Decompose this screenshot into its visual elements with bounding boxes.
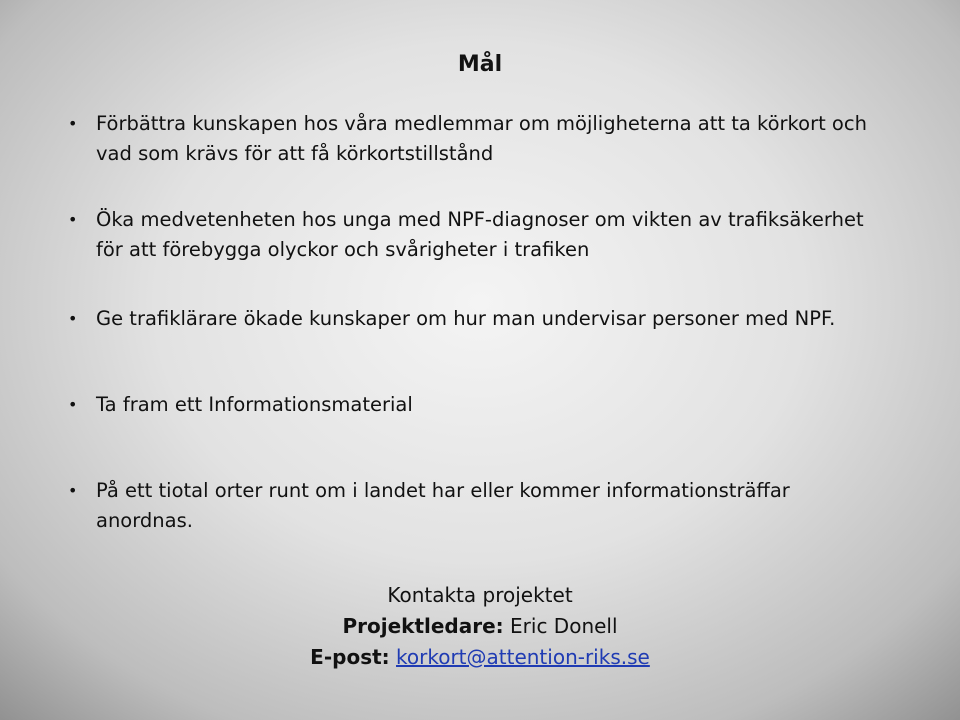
bullet-item xyxy=(68,390,888,420)
bullet-text: Öka medvetenheten hos unga med NPF-diagnoser om vikten av trafiksäkerhet för att förebygga olyckor och svårigheter i trafiken xyxy=(96,208,864,261)
contact-block xyxy=(0,580,960,673)
bullet-item xyxy=(68,304,888,334)
contact-heading: Kontakta projektet xyxy=(387,583,573,607)
bullet-dot-icon: • xyxy=(68,395,78,414)
bullet-item xyxy=(68,476,888,536)
project-leader-label: Projektledare: xyxy=(342,614,504,638)
bullet-text: Ta fram ett Informationsmaterial xyxy=(96,393,413,416)
slide-title: Mål xyxy=(457,52,503,77)
email-line xyxy=(0,642,960,673)
project-leader-line xyxy=(0,611,960,642)
bullet-item xyxy=(68,205,888,265)
bullet-dot-icon: • xyxy=(68,309,78,328)
bullet-item xyxy=(68,109,888,169)
email-link[interactable]: korkort@attention-riks.se xyxy=(396,645,650,669)
bullet-dot-icon: • xyxy=(68,481,78,500)
email-label: E-post: xyxy=(310,645,390,669)
bullet-text: Ge trafiklärare ökade kunskaper om hur man undervisar personer med NPF. xyxy=(96,307,836,330)
bullet-text: På ett tiotal orter runt om i landet har eller kommer informationsträffar anordnas. xyxy=(96,479,790,532)
project-leader-name: Eric Donell xyxy=(510,614,618,638)
bullet-text: Förbättra kunskapen hos våra medlemmar om möjligheterna att ta körkort och vad som krävs för att få körkortstillstånd xyxy=(96,112,867,165)
bullet-dot-icon: • xyxy=(68,210,78,229)
bullet-dot-icon: • xyxy=(68,114,78,133)
